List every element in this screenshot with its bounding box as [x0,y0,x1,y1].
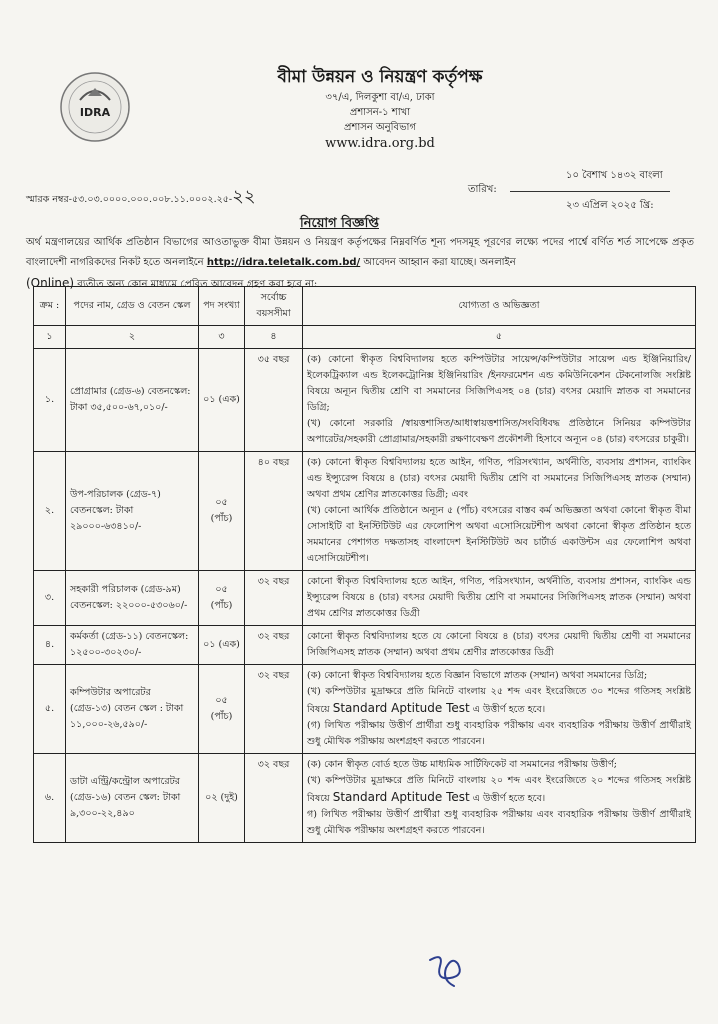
col-header-serial: ক্রম : [34,287,66,326]
table-row [34,626,696,665]
signature-mark [424,950,470,999]
row-age: ৩৫ বছর [245,349,303,452]
application-url-link[interactable]: http://idra.teletalk.com.bd/ [206,257,361,268]
qualification-item: (ক) কোন স্বীকৃত বোর্ড হতে উচ্চ মাধ্যমিক সার্টিফিকেট বা সমমানের পরীক্ষায় উত্তীর্ণ; [307,759,617,770]
col-number: ১ [34,326,66,349]
org-division: প্রশাসন অনুবিভাগ [344,122,416,133]
table-row [34,349,696,452]
row-age: ৩২ বছর [245,571,303,626]
qualification-text: এ উত্তীর্ণ হতে হবে। [472,793,546,804]
row-post: প্রোগ্রামার (গ্রেড-৬) বেতনস্কেল: টাকা ৩৫,৫০০-৬৭,০১০/- [66,349,199,452]
notice-title: নিয়োগ বিজ্ঞপ্তি [300,216,379,231]
row-qualification [303,349,696,452]
row-serial: ৩. [34,571,66,626]
row-post: সহকারী পরিচালক (গ্রেড-৯ম) বেতনস্কেল: ২২০০০-৫৩০৬০/- [66,571,199,626]
intro-online: (Online) [26,276,75,290]
qualification-item: (ক) কোনো স্বীকৃত বিশ্ববিদ্যালয় হতে কম্পিউটার সায়েন্স/কম্পিউটার সায়েন্স এন্ড ইঞ্জিনিয়ারিং/ইলেকট্রিক্যাল এন্ড ইলেকট্রোনিক্স ইঞ্জিনিয়ারিং /ইনফরমেশন এন্ড কমিউনিকেশন টেকনোলজি সংশ্লিষ্ট বিষয়ে অন্যূন দ্বিতীয় শ্রেণি বা সমমানের সিজিপিএসহ ০৪ (চার) বৎসর মেয়াদি স্নাতক বা সমমানের ডিগ্রি; [307,354,691,413]
col-header-post: পদের নাম, গ্রেড ও বেতন স্কেল [66,287,199,326]
org-name: বীমা উন্নয়ন ও নিয়ন্ত্রণ কর্তৃপক্ষ [277,67,483,87]
qualification-text: এ উত্তীর্ণ হতে হবে। [472,704,546,715]
date-english: ২৩ এপ্রিল ২০২৫ খ্রি: [566,200,654,211]
intro-text-c: ব্যতীত অন্য কোন মাধ্যমে প্রেরিত আবেদন গ্রহণ করা হবে না: [77,279,318,290]
qualification-item: গ) লিখিত পরীক্ষায় উত্তীর্ণ প্রার্থীরা শুধু ব্যবহারিক পরীক্ষায় এবং ব্যবহারিক পরীক্ষায় উত্তীর্ণ প্রার্থীরাই শুধু মৌখিক পরীক্ষায় অংশগ্রহণ করতে পারবেন। [307,809,691,836]
col-header-quantity: পদ সংখ্যা [199,287,245,326]
row-serial: ২. [34,452,66,571]
qualification-item: (খ) কোনো আর্থিক প্রতিষ্ঠানে অন্যূন ৫ (পাঁচ) বৎসরের বাস্তব কর্ম অভিজ্ঞতা অথবা কোনো স্বীকৃত বীমা সোসাইটি বা ইনস্টিটিউট এর ফেলোশিপ অথবা এসোসিয়েটশীপ অথবা কোনো স্বীকৃত প্রতিষ্ঠান হতে সমমানের পেশাগত দক্ষতাসহ বাংলাদেশ ইনস্টিটিউট অব চার্টার্ড একাউন্টস এর ফেলোশিপ অথবা এসোসিয়েটশীপ। [307,505,691,564]
row-post: উপ-পরিচালক (গ্রেড-৭) বেতনস্কেল: টাকা ২৯০০০-৬৩৪১০/- [66,452,199,571]
table-row [34,452,696,571]
table-row [34,665,696,754]
col-header-age: সর্বোচ্চ বয়সসীমা [245,287,303,326]
qualification-item: (খ) কোনো সরকারি /স্বায়ত্তশাসিত/আধাস্বায়ত্তশাসিত/সংবিধিবদ্ধ প্রতিষ্ঠানে সিনিয়র কম্পিউটার অপারেটর/সহকারী প্রোগ্রামার/সহকারী রক্ষণাবেক্ষণ প্রকৌশলী হিসাবে অন্যূন ০৪ (চার) বৎসরের চাকুরী। [307,418,691,445]
memo-number-text: স্মারক নম্বর-৫৩.০৩.০০০০.০০০.০০৮.১১.০০০২.২৫- [26,194,233,205]
intro-text-b: আবেদন আহ্বান করা যাচ্ছে। অনলাইন [363,257,516,268]
table-header-row [34,287,696,326]
row-serial: ৪. [34,626,66,665]
col-number: ২ [66,326,199,349]
qualification-text: (খ) কম্পিউটার মুদ্রাক্ষরে প্রতি মিনিটে বাংলায় ২০ শব্দ এবং ইংরেজিতে ২০ শব্দের গতিসহ সংশ্লিষ্ট বিষয়ে [307,775,691,804]
qualification-item [307,684,691,718]
qualification-item [307,773,691,807]
org-branch: প্রশাসন-১ শাখা [349,107,411,118]
aptitude-test-name: Standard Aptitude Test [332,790,470,804]
idra-logo [58,70,132,144]
row-qualification [303,754,696,843]
row-post: ডাটা এন্ট্রি/কন্ট্রোল অপারেটর (গ্রেড-১৬) বেতন স্কেল: টাকা ৯,৩০০-২২,৪৯০ [66,754,199,843]
row-quantity: ০৫ (পাঁচ) [199,452,245,571]
table-number-row [34,326,696,349]
qualification-item: (গ) লিখিত পরীক্ষায় উত্তীর্ণ প্রার্থীরা শুধু ব্যবহারিক পরীক্ষায় এবং ব্যবহারিক পরীক্ষায় উত্তীর্ণ প্রার্থীরাই শুধু মৌখিক পরীক্ষায় অংশগ্রহণ করতে পারবেন। [307,720,691,747]
qualification-item: কোনো স্বীকৃত বিশ্ববিদ্যালয় হতে আইন, গণিত, পরিসংখ্যান, অর্থনীতি, ব্যবসায় প্রশাসন, ব্যাংকিং এন্ড ইন্স্যুরেন্স বিষয়ে ৪ (চার) বৎসর মেয়াদী দ্বিতীয় শ্রেণি বা সমমানের সিজিপিএসহ স্নাতক (সম্মান) অথবা প্রথম শ্রেণির স্নাতকোত্তর ডিগ্রী [307,576,691,619]
row-qualification [303,452,696,571]
row-quantity: ০৫ (পাঁচ) [199,571,245,626]
aptitude-test-name: Standard Aptitude Test [332,701,470,715]
intro-text-a: অর্থ মন্ত্রণালয়ের আর্থিক প্রতিষ্ঠান বিভাগের আওতাভুক্ত বীমা উন্নয়ন ও নিয়ন্ত্রণ কর্তৃপক্ষের নিম্নবর্ণিত শূন্য পদসমূহ পূরণের লক্ষ্যে পদের পার্শ্বে বর্ণিত শর্ত সাপেক্ষে প্রকৃত বাংলাদেশী নাগরিকদের নিকট হতে অনলাইনে [26,237,694,268]
col-number: ৫ [303,326,696,349]
qualification-text: (খ) কম্পিউটার মুদ্রাক্ষরে প্রতি মিনিটে বাংলায় ২৫ শব্দ এবং ইংরেজিতে ৩০ শব্দের গতিসহ সংশ্লিষ্ট বিষয়ে [307,686,691,715]
memo-handwritten-number: ২২ [232,186,256,207]
col-number: ৩ [199,326,245,349]
row-qualification [303,665,696,754]
date-divider [510,191,670,192]
qualification-item: (ক) কোনো স্বীকৃত বিশ্ববিদ্যালয় হতে বিজ্ঞান বিভাগে স্নাতক (সম্মান) অথবা সমমানের ডিগ্রি; [307,670,648,681]
table-row [34,571,696,626]
row-serial: ৫. [34,665,66,754]
row-age: ৩২ বছর [245,665,303,754]
row-age: ৩২ বছর [245,754,303,843]
row-age: ৪০ বছর [245,452,303,571]
row-qualification [303,571,696,626]
row-qualification [303,626,696,665]
row-post: কর্মকর্তা (গ্রেড-১১) বেতনস্কেল: ১২৫০০-৩০২৩০/- [66,626,199,665]
row-age: ৩২ বছর [245,626,303,665]
row-post: কম্পিউটার অপারেটর (গ্রেড-১৩) বেতন স্কেল : টাকা ১১,০০০-২৬,৫৯০/- [66,665,199,754]
row-quantity: ০২ (দুই) [199,754,245,843]
memo-number [26,182,256,213]
date-bangla: ১০ বৈশাখ ১৪৩২ বাংলা [566,170,663,181]
row-serial: ১. [34,349,66,452]
date-label: তারিখ: [468,184,497,195]
svg-text:IDRA: IDRA [79,106,111,119]
org-address: ৩৭/এ, দিলকুশা বা/এ, ঢাকা [325,92,435,103]
qualification-item: (ক) কোনো স্বীকৃত বিশ্ববিদ্যালয় হতে আইন, গণিত, পরিসংখ্যান, অর্থনীতি, ব্যবসায় প্রশাসন, ব্যাংকিং এন্ড ইন্স্যুরেন্স বিষয়ে ৪ (চার) বৎসর মেয়াদী দ্বিতীয় শ্রেণি বা সমমানের সিজিপিএসহ স্নাতক (সম্মান) অথবা প্রথম শ্রেণির স্নাতকোত্তর ডিগ্রী; এবং [307,457,691,500]
vacancy-table [33,286,696,843]
org-website: www.idra.org.bd [325,136,435,151]
row-quantity: ০১ (এক) [199,349,245,452]
row-quantity: ০৫ (পাঁচ) [199,665,245,754]
col-header-qualification: যোগ্যতা ও অভিজ্ঞতা [303,287,696,326]
table-row [34,754,696,843]
row-serial: ৬. [34,754,66,843]
col-number: ৪ [245,326,303,349]
row-quantity: ০১ (এক) [199,626,245,665]
qualification-item: কোনো স্বীকৃত বিশ্ববিদ্যালয় হতে যে কোনো বিষয়ে ৪ (চার) বৎসর মেয়াদী দ্বিতীয় শ্রেণী বা সমমানের সিজিপিএসহ স্নাতক (সম্মান) অথবা প্রথম শ্রেণীর স্নাতকোত্তর ডিগ্রী [307,631,691,658]
